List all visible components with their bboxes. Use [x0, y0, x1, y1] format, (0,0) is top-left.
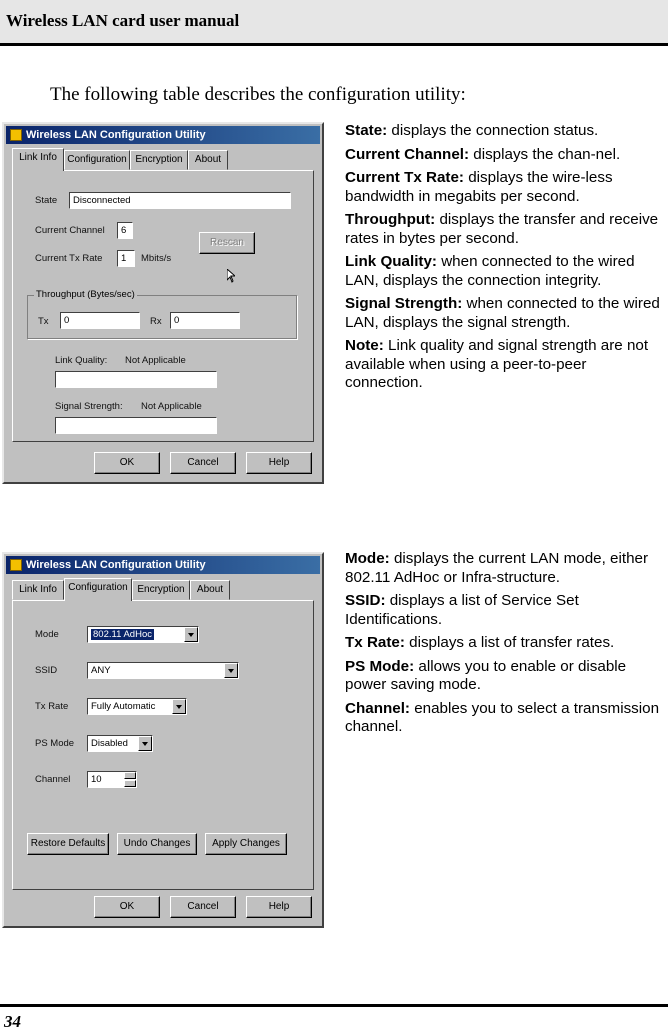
- ok-button[interactable]: OK: [94, 452, 160, 474]
- link-info-dialog: [2, 122, 324, 484]
- chevron-down-icon[interactable]: [224, 663, 238, 678]
- undo-changes-button[interactable]: Undo Changes: [117, 833, 197, 855]
- rx-label: Rx: [150, 316, 162, 327]
- desc-state: State: displays the connection status.: [345, 122, 599, 139]
- signal-strength-value: Not Applicable: [141, 401, 202, 412]
- txrate-label: Tx Rate: [35, 701, 69, 712]
- link-info-descriptions: [345, 122, 661, 398]
- channel-stepper[interactable]: [87, 771, 137, 788]
- txrate-unit-label: Mbits/s: [141, 253, 172, 264]
- chevron-down-icon[interactable]: [138, 736, 152, 751]
- desc-channel: Channel: enables you to select a transmission channel.: [345, 699, 660, 735]
- spin-up-icon[interactable]: [124, 772, 136, 779]
- state-field: Disconnected: [69, 192, 291, 209]
- dialog-title: Wireless LAN Configuration Utility: [26, 559, 206, 571]
- link-info-panel: [12, 170, 314, 442]
- chevron-down-icon[interactable]: [184, 627, 198, 642]
- help-button[interactable]: Help: [246, 896, 312, 918]
- cancel-button[interactable]: Cancel: [170, 896, 236, 918]
- rx-field: 0: [170, 312, 240, 329]
- tab-link-info[interactable]: Link Info: [12, 148, 64, 171]
- restore-defaults-button[interactable]: Restore Defaults: [27, 833, 109, 855]
- current-txrate-field: 1: [117, 250, 135, 267]
- configuration-descriptions: [345, 550, 661, 742]
- footer-rule: [0, 1004, 668, 1007]
- tab-configuration[interactable]: Configuration: [64, 150, 130, 170]
- current-channel-field: 6: [117, 222, 133, 239]
- desc-mode: Mode: displays the current LAN mode, either 802.11 AdHoc or Infra-structure.: [345, 550, 649, 586]
- desc-ssid: SSID: displays a list of Service Set Identifications.: [345, 592, 579, 628]
- mode-select[interactable]: [87, 626, 199, 643]
- chevron-down-icon[interactable]: [172, 699, 186, 714]
- link-quality-bar: [55, 371, 217, 388]
- signal-strength-bar: [55, 417, 217, 434]
- manual-title: Wireless LAN card user manual: [6, 11, 240, 30]
- ok-button[interactable]: OK: [94, 896, 160, 918]
- help-button[interactable]: Help: [246, 452, 312, 474]
- tab-link-info[interactable]: Link Info: [12, 580, 64, 600]
- page-number: 34: [4, 1012, 21, 1030]
- psmode-label: PS Mode: [35, 738, 75, 749]
- mouse-cursor-icon: [227, 269, 235, 283]
- intro-text: The following table describes the configuration utility:: [50, 84, 466, 105]
- desc-current-channel: Current Channel: displays the chan-nel.: [345, 145, 621, 163]
- psmode-value: Disabled: [91, 738, 128, 749]
- signal-strength-label: Signal Strength:: [55, 401, 123, 412]
- configuration-panel: [12, 600, 314, 890]
- dialog-titlebar: [6, 556, 320, 574]
- mode-value: 802.11 AdHoc: [93, 629, 152, 640]
- desc-throughput: Throughput: displays the transfer and receive rates in bytes per second.: [345, 211, 659, 247]
- tab-about[interactable]: About: [188, 150, 228, 170]
- throughput-group: [27, 289, 297, 339]
- desc-signal-strength: Signal Strength: when connected to the wired LAN, displays the signal strength.: [345, 295, 660, 331]
- rescan-button[interactable]: Rescan: [199, 232, 255, 254]
- tx-label: Tx: [38, 316, 49, 327]
- ssid-select[interactable]: [87, 662, 239, 679]
- app-icon: [10, 129, 22, 141]
- current-txrate-label: Current Tx Rate: [35, 253, 103, 264]
- channel-label: Channel: [35, 774, 71, 785]
- ssid-label: SSID: [35, 665, 58, 676]
- channel-value: 10: [91, 774, 102, 785]
- tab-configuration[interactable]: Configuration: [64, 578, 132, 601]
- desc-note: Note: Link quality and signal strength are not available when using a peer-to-peer connection.: [345, 337, 649, 391]
- spin-arrows-icon[interactable]: [124, 772, 136, 787]
- link-quality-label: Link Quality:: [55, 355, 108, 366]
- dialog-titlebar: [6, 126, 320, 144]
- ssid-value: ANY: [91, 665, 111, 676]
- desc-link-quality: Link Quality: when connected to the wired LAN, displays the connection integrity.: [345, 253, 635, 289]
- txrate-select[interactable]: [87, 698, 187, 715]
- dialog-title: Wireless LAN Configuration Utility: [26, 129, 206, 141]
- state-label: State: [35, 195, 58, 206]
- throughput-title: Throughput (Bytes/sec): [36, 289, 135, 300]
- tx-field: 0: [60, 312, 140, 329]
- configuration-dialog: [2, 552, 324, 928]
- link-quality-value: Not Applicable: [125, 355, 186, 366]
- app-icon: [10, 559, 22, 571]
- page-header: [0, 0, 668, 46]
- mode-label: Mode: [35, 629, 59, 640]
- tab-encryption[interactable]: Encryption: [130, 150, 188, 170]
- psmode-select[interactable]: [87, 735, 153, 752]
- txrate-value: Fully Automatic: [91, 701, 156, 712]
- tab-about[interactable]: About: [190, 580, 230, 600]
- apply-changes-button[interactable]: Apply Changes: [205, 833, 287, 855]
- desc-psmode: PS Mode: allows you to enable or disable power saving mode.: [345, 657, 627, 693]
- current-channel-label: Current Channel: [35, 225, 105, 236]
- desc-current-txrate: Current Tx Rate: displays the wire-less bandwidth in megabits per second.: [345, 169, 613, 205]
- spin-down-icon[interactable]: [124, 780, 136, 787]
- cancel-button[interactable]: Cancel: [170, 452, 236, 474]
- desc-txrate: Tx Rate: displays a list of transfer rates.: [345, 634, 615, 651]
- tab-encryption[interactable]: Encryption: [132, 580, 190, 600]
